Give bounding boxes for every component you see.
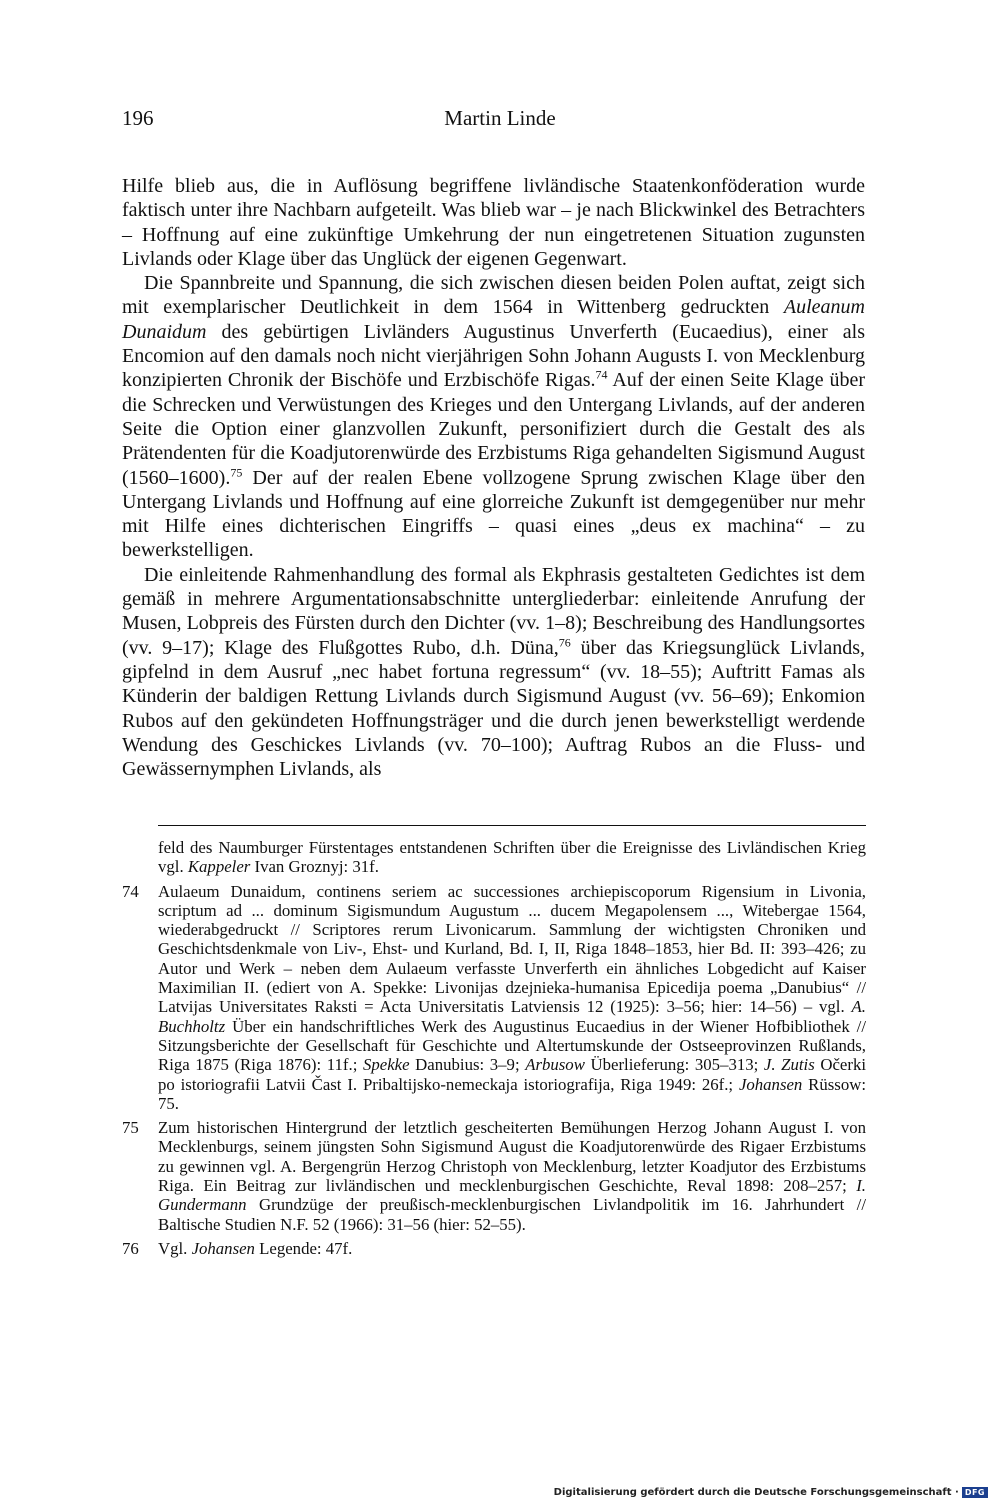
text-run: Zum historischen Hintergrund der letztlich gescheiterten Bemühungen Herzog Johann August I. von Mecklenburgs, seinem jüngsten Sohn Sigismund August die Koadjutorenwürde des Rigaer Erzbistums zu gewinnen vgl. A. Bergengrün Herzog Christoph von Mecklenburg, letzter Koadjutor des Erzbistums Riga. Ein Beitrag zur livländischen und mecklenburgischen Geschichte, Reval 1898: 208–257; (158, 1118, 866, 1196)
author-name: Arbusow (525, 1055, 585, 1075)
author-name: Johansen (738, 1074, 803, 1094)
author-name: Spekke (363, 1055, 410, 1075)
text-run: Aulaeum Dunaidum, continens seriem ac successiones archiepiscoporum Rigensium in Livonia, scriptum ad ... dominum Sigismundum Augustum ... ducem Megapolensem ..., Witebergae 1564, wiederabgedruckt // Scriptores rerum Livonicarum. Sammlung der wichtigsten Chroniken und Geschichtsdenkmale von Liv-, Ehst- und Kurland, Bd. I, II, Riga 1848–1853, hier Bd. II: 393–426; zu Autor und Werk – neben dem Aulaeum verfasste Unverferth ein ähnliches Lobgedicht auf Kaiser Maximilian II. (ediert von A. Spekke: Livonijas dzejnieka-humanisa Epicedija poema „Danubius“ // Latvijas Universitates Raksti = Acta Universitatis Latviensis 12 (1925): 3–56; hier: 14–56) – vgl. (158, 881, 866, 1017)
digitization-credit (554, 1487, 988, 1498)
footnote-text (158, 1118, 866, 1234)
footnote-continuation (122, 838, 866, 877)
footnote-number: 76 (122, 1238, 139, 1258)
author-name: A. Buchholtz (158, 997, 866, 1036)
footnote-74 (122, 882, 866, 1114)
text-run: Rüssow: 75. (158, 1074, 866, 1113)
text-run: Auf der einen Seite Klage über die Schrecken und Verwüstungen des Krieges und den Untergang Livlands, auf der anderen Seite die Option einer glanzvollen Zukunft, personifiziert durch die Gestalt des als Prätendenten für die Koadjutorenwürde des Erzbistums Riga gehandelten Sigismund August (1560–1600). (122, 369, 865, 489)
text-run: Očerki po istoriografii Latvii Čast I. Pribaltijsko-nemeckaja istoriografija, Riga 1949: 26f.; (158, 1055, 867, 1094)
author-name: Kappeler (187, 857, 251, 877)
text-run: Die einleitende Rahmenhandlung des formal als Ekphrasis gestalteten Gedichtes ist dem gemäß in mehrere Argumentationsabschnitte untergliederbar: einleitende Anrufung der Musen, Lobpreis des Fürsten durch den Dichter (vv. 1–8); Beschreibung des Handlungsortes (vv. 9–17); Klage des Flußgottes Rubo, d.h. Düna, (122, 563, 865, 659)
footnote-ref-75[interactable]: 75 (230, 464, 243, 479)
text-run: Überlieferung: 305–313; (584, 1055, 764, 1075)
author-name: Johansen (191, 1238, 255, 1258)
text-run: Der auf der realen Ebene vollzogene Sprung zwischen Klage über den Untergang Livlands und Hoffnung auf eine glorreiche Zukunft ist demgegenüber nur mehr mit Hilfe eines dichterischen Eingriffs – quasi eines „deus ex machina“ – zu bewerkstelligen. (122, 466, 865, 562)
work-title: Auleanum Dunaidum (122, 296, 865, 343)
dfg-logo-icon: DFG (962, 1487, 988, 1498)
text-run: Vgl. (158, 1238, 192, 1258)
text-run: über das Kriegsunglück Livlands, gipfelnd in dem Ausruf „nec habet fortuna regressum“ (vv. 18–55); Auftritt Famas als Künderin der baldigen Rettung Livlands durch Sigismund August (vv. 56–69); Enkomion Rubos auf den gekündeten Hoffnungsträger und die durch jenen bewerkstelligt werdende Wendung des Geschickes Livlands (vv. 70–100); Auftrag Rubos an die Fluss- und Gewässernymphen Livlands, als (122, 636, 865, 781)
footnote-ref-74[interactable]: 74 (595, 367, 608, 382)
text-run: Ivan Groznyj: 31f. (250, 857, 379, 877)
footnote-text (158, 838, 866, 877)
footnote-number: 75 (122, 1118, 139, 1138)
text-run: Über ein handschriftliches Werk des Augustinus Eucaedius in der Wiener Hofbibliothek // Sitzungsberichte der Gesellschaft für Geschichte und Altertumskunde der Ostseeprovinzen Rußlands, Riga 1875 (Riga 1876): 11f.; (158, 1016, 866, 1075)
text-run: Legende: 47f. (254, 1238, 353, 1258)
footnote-number: 74 (122, 881, 139, 901)
footnote-text (158, 882, 866, 1114)
author-name: I. Gundermann (158, 1176, 866, 1215)
footnote-75 (122, 1118, 866, 1234)
text-run: feld des Naumburger Fürstentages entstandenen Schriften über die Ereignisse des Livländischen Krieg vgl. (158, 838, 866, 877)
paragraph-2 (122, 271, 865, 563)
paragraph-1: Hilfe blieb aus, die in Auflösung begriffene livländische Staatenkonföderation wurde faktisch unter ihre Nachbarn aufgeteilt. Was blieb war – je nach Blickwinkel des Betrachters – Hoffnung auf eine zukünftige Umkehrung der nun eingetretenen Situation zugunsten Livlands oder Klage über das Unglück der eigenen Gegenwart. (122, 175, 865, 270)
running-head: Martin Linde (444, 106, 556, 130)
footnote-separator (158, 825, 866, 826)
credit-text: Digitalisierung gefördert durch die Deutsche Forschungsgemeinschaft · (553, 1487, 959, 1498)
page-number: 196 (122, 106, 154, 130)
footnote-ref-76[interactable]: 76 (558, 634, 571, 649)
footnote-text (158, 1239, 866, 1258)
text-run: Danubius: 3–9; (409, 1055, 526, 1075)
main-text (122, 174, 865, 781)
text-run: Grundzüge der preußisch-mecklenburgischen Livlandpolitik im 16. Jahrhundert // Baltische Studien N.F. 52 (1966): 31–56 (hier: 52–55). (158, 1195, 866, 1234)
paragraph-3 (122, 563, 865, 782)
footnotes (122, 838, 866, 1263)
text-run: Die Spannbreite und Spannung, die sich zwischen diesen beiden Polen auftat, zeigt sich mit exemplarischer Deutlichkeit in dem 1564 in Wittenberg gedruckten (122, 272, 865, 319)
text-run: des gebürtigen Livländers Augustinus Unverferth (Eucaedius), einer als Encomion auf den damals noch nicht vierjährigen Sohn Johann Augusts I. von Mecklenburg konzipierten Chronik der Bischöfe und Erzbischöfe Rigas. (122, 320, 865, 392)
author-name: J. Zutis (763, 1055, 815, 1075)
footnote-76 (122, 1239, 866, 1258)
